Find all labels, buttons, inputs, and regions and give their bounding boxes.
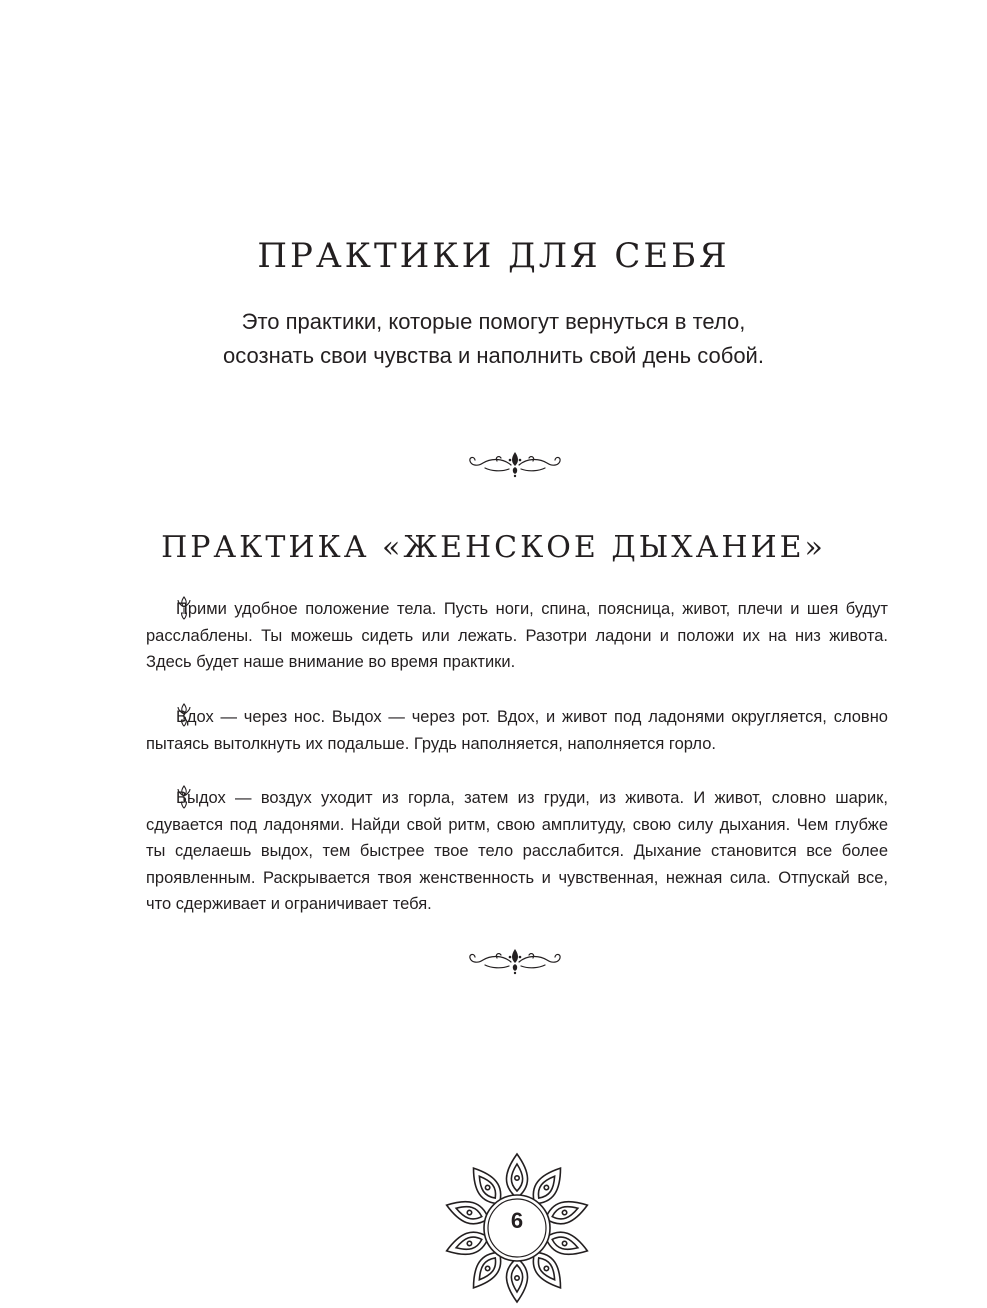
practice-title: ПРАКТИКА «ЖЕНСКОЕ ДЫХАНИЕ» bbox=[161, 530, 826, 565]
practice-step-2: Вдох — через нос. Выдох — через рот. Вдох, и живот под ладонями округляется, словно пытаясь вытолкнуть их подальше. Грудь наполняется, наполняется горло. bbox=[146, 708, 888, 753]
intro-text bbox=[0, 305, 987, 373]
page-title: ПРАКТИКИ ДЛЯ СЕБЯ bbox=[257, 236, 730, 276]
practice-step-1: Прими удобное положение тела. Пусть ноги, спина, поясница, живот, плечи и шея будут расслаблены. Ты можешь сидеть или лежать. Разотри ладони и положи их на низ живота. Здесь будет наше внимание во время практики. bbox=[146, 600, 888, 671]
flourish-divider-icon bbox=[467, 946, 563, 976]
flourish-divider-icon bbox=[467, 449, 563, 479]
intro-line-2: осознать свои чувства и наполнить свой день собой. bbox=[223, 343, 764, 368]
page-number: 6 bbox=[510, 1208, 524, 1233]
practice-step-3: Выдох — воздух уходит из горла, затем из груди, из живота. И живот, словно шарик, сдувается под ладонями. Найди свой ритм, свою амплитуду, свою силу дыхания. Чем глубже ты сделаешь выдох, тем быстрее твое тело расслабится. Дыхание становится все более проявленным. Раскрывается твоя женственность и чувственная, нежная сила. Отпускай все, что сдерживает и ограничивает тебя. bbox=[146, 789, 888, 913]
intro-line-1: Это практики, которые помогут вернуться в тело, bbox=[241, 309, 746, 334]
